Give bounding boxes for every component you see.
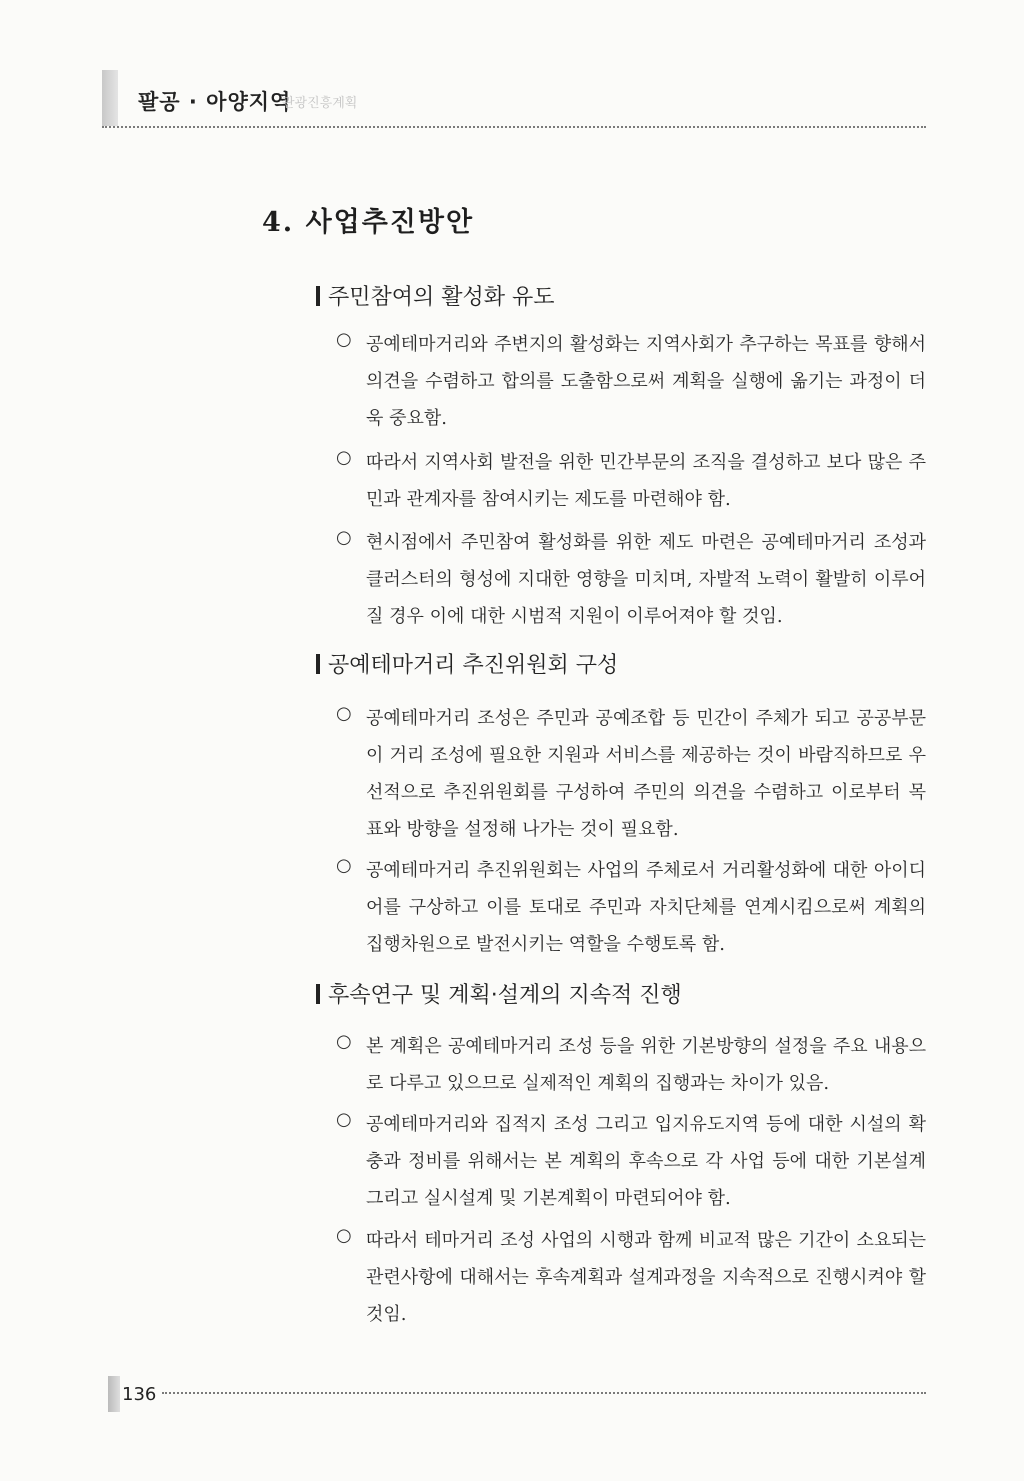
footer-dotted-rule [162, 1392, 926, 1394]
list-item [336, 852, 926, 963]
circle-bullet-icon: ○ [336, 527, 352, 548]
circle-bullet-icon: ○ [336, 703, 352, 724]
subsection-title-text: 후속연구 및 계획·설계의 지속적 진행 [328, 983, 682, 1008]
bullet-text: 본 계획은 공예테마거리 조성 등을 위한 기본방향의 설정을 주요 내용으로 다루고 있으므로 실제적인 계획의 집행과는 차이가 있음. [366, 1036, 926, 1094]
circle-bullet-icon: ○ [336, 1031, 352, 1052]
subsection-bar-icon [316, 984, 320, 1004]
circle-bullet-icon: ○ [336, 447, 352, 468]
running-header-title: 팔공 · 아양지역 [138, 90, 292, 114]
subsection-title-text: 공예테마거리 추진위원회 구성 [328, 653, 619, 678]
subsection-title-text: 주민참여의 활성화 유도 [328, 285, 555, 310]
bullet-text: 공예테마거리와 집적지 조성 그리고 입지유도지역 등에 대한 시설의 확충과 정비를 위해서는 본 계획의 후속으로 각 사업 등에 대한 기본설계 그리고 실시설계 및 기본계획이 마련되어야 함. [366, 1114, 926, 1209]
header-tab-decoration [102, 70, 118, 126]
list-item [336, 326, 926, 437]
list-item [336, 444, 926, 518]
bullet-text: 따라서 테마거리 조성 사업의 시행과 함께 비교적 많은 기간이 소요되는 관련사항에 대해서는 후속계획과 설계과정을 지속적으로 진행시켜야 할 것임. [366, 1230, 926, 1325]
footer-tab-decoration [108, 1376, 120, 1412]
bullet-text: 현시점에서 주민참여 활성화를 위한 제도 마련은 공예테마거리 조성과 클러스터의 형성에 지대한 영향을 미치며, 자발적 노력이 활발히 이루어질 경우 이에 대한 시범적 지원이 이루어져야 할 것임. [366, 532, 926, 627]
header-dotted-rule [102, 126, 926, 128]
subsection-title-follow-up-research [316, 978, 682, 1009]
subsection-bar-icon [316, 654, 320, 674]
circle-bullet-icon: ○ [336, 329, 352, 350]
bullet-text: 공예테마거리와 주변지의 활성화는 지역사회가 추구하는 목표를 향해서 의견을 수렴하고 합의를 도출함으로써 계획을 실행에 옮기는 과정이 더욱 중요함. [366, 334, 926, 429]
subsection-title-committee [316, 648, 618, 679]
list-item [336, 1222, 926, 1333]
list-item [336, 1106, 926, 1217]
bullet-text: 공예테마거리 조성은 주민과 공예조합 등 민간이 주체가 되고 공공부문이 거리 조성에 필요한 지원과 서비스를 제공하는 것이 바람직하므로 우선적으로 추진위원회를 구성하여 주민의 의견을 수렴하고 이로부터 목표와 방향을 설정해 나가는 것이 필요함. [366, 708, 926, 840]
subsection-bar-icon [316, 286, 320, 306]
circle-bullet-icon: ○ [336, 1225, 352, 1246]
list-item [336, 700, 926, 848]
running-header-subtitle: 관광진흥계획 [282, 96, 358, 111]
page-number: 136 [122, 1384, 157, 1405]
subsection-title-resident-participation [316, 280, 555, 311]
bullet-text: 공예테마거리 추진위원회는 사업의 주체로서 거리활성화에 대한 아이디어를 구상하고 이를 토대로 주민과 자치단체를 연계시킴으로써 계획의 집행차원으로 발전시키는 역할을 수행토록 함. [366, 860, 926, 955]
circle-bullet-icon: ○ [336, 1109, 352, 1130]
section-heading: 4. 사업추진방안 [262, 207, 475, 238]
bullet-text: 따라서 지역사회 발전을 위한 민간부문의 조직을 결성하고 보다 많은 주민과 관계자를 참여시키는 제도를 마련해야 함. [366, 452, 926, 510]
list-item [336, 524, 926, 635]
circle-bullet-icon: ○ [336, 855, 352, 876]
list-item [336, 1028, 926, 1102]
